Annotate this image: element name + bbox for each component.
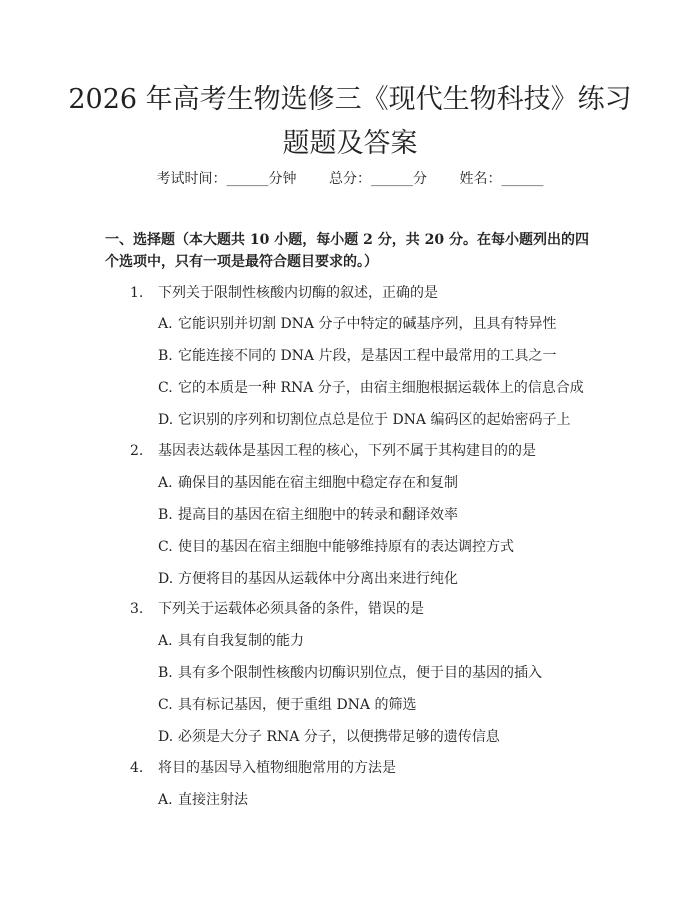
question-1-option-c <box>158 378 608 398</box>
question-2-option-a <box>158 473 608 493</box>
option-text: 它的本质是一种 RNA 分子，由宿主细胞根据运载体上的信息合成 <box>178 380 584 396</box>
option-letter: B. <box>158 348 173 364</box>
option-text: 具有自我复制的能力 <box>178 633 304 649</box>
question-text: 下列关于运载体必须具备的条件，错误的是 <box>158 601 424 617</box>
question-4-option-a <box>158 790 608 810</box>
question-3-option-b <box>158 663 608 683</box>
question-3 <box>130 599 600 619</box>
option-text: 提高目的基因在宿主细胞中的转录和翻译效率 <box>178 507 458 523</box>
question-number: 3. <box>130 601 144 617</box>
total-score-label: 总分：______分 <box>329 171 427 187</box>
option-letter: C. <box>158 380 173 396</box>
question-1 <box>130 283 600 303</box>
option-text: 确保目的基因能在宿主细胞中稳定存在和复制 <box>178 475 458 491</box>
option-text: 必须是大分子 RNA 分子，以便携带足够的遗传信息 <box>178 729 500 745</box>
option-text: 具有标记基因，便于重组 DNA 的筛选 <box>178 697 417 713</box>
question-number: 2. <box>130 443 144 459</box>
option-letter: B. <box>158 665 173 681</box>
question-3-option-d <box>158 727 608 747</box>
option-text: 直接注射法 <box>178 792 248 808</box>
student-name-label: 姓名：______ <box>459 171 544 187</box>
option-letter: A. <box>158 633 173 649</box>
option-text: 它识别的序列和切割位点总是位于 DNA 编码区的起始密码子上 <box>178 412 571 428</box>
question-1-option-b <box>158 346 608 366</box>
question-text: 下列关于限制性核酸内切酶的叙述，正确的是 <box>158 285 438 301</box>
option-text: 它能识别并切割 DNA 分子中特定的碱基序列，且具有特异性 <box>178 316 557 332</box>
option-letter: A. <box>158 316 173 332</box>
question-2-option-b <box>158 505 608 525</box>
question-2 <box>130 441 600 461</box>
option-letter: C. <box>158 697 173 713</box>
question-3-option-c <box>158 695 608 715</box>
question-3-option-a <box>158 631 608 651</box>
question-1-option-d <box>158 410 608 430</box>
option-letter: D. <box>158 412 174 428</box>
option-letter: A. <box>158 792 173 808</box>
option-text: 使目的基因在宿主细胞中能够维持原有的表达调控方式 <box>178 539 514 555</box>
question-2-option-c <box>158 537 608 557</box>
page-title: 2026 年高考生物选修三《现代生物科技》练习题题及答案 <box>68 84 632 159</box>
question-1-option-a <box>158 314 608 334</box>
option-letter: A. <box>158 475 173 491</box>
option-letter: D. <box>158 729 174 745</box>
option-text: 具有多个限制性核酸内切酶识别位点，便于目的基因的插入 <box>178 665 542 681</box>
question-text: 将目的基因导入植物细胞常用的方法是 <box>158 760 396 776</box>
option-letter: C. <box>158 539 173 555</box>
option-text: 方便将目的基因从运载体中分离出来进行纯化 <box>178 571 458 587</box>
question-text: 基因表达载体是基因工程的核心，下列不属于其构建目的的是 <box>158 443 536 459</box>
question-4 <box>130 758 600 778</box>
question-number: 4. <box>130 760 144 776</box>
option-text: 它能连接不同的 DNA 片段，是基因工程中最常用的工具之一 <box>178 348 557 364</box>
question-number: 1. <box>130 285 144 301</box>
section-heading: 一、选择题（本大题共 10 小题，每小题 2 分，共 20 分。在每小题列出的四个选项中，只有一项是最符合题目要求的。） <box>105 232 589 270</box>
option-letter: B. <box>158 507 173 523</box>
option-letter: D. <box>158 571 174 587</box>
exam-meta <box>0 168 700 188</box>
question-2-option-d <box>158 569 608 589</box>
exam-time-label: 考试时间：______分钟 <box>156 171 297 187</box>
